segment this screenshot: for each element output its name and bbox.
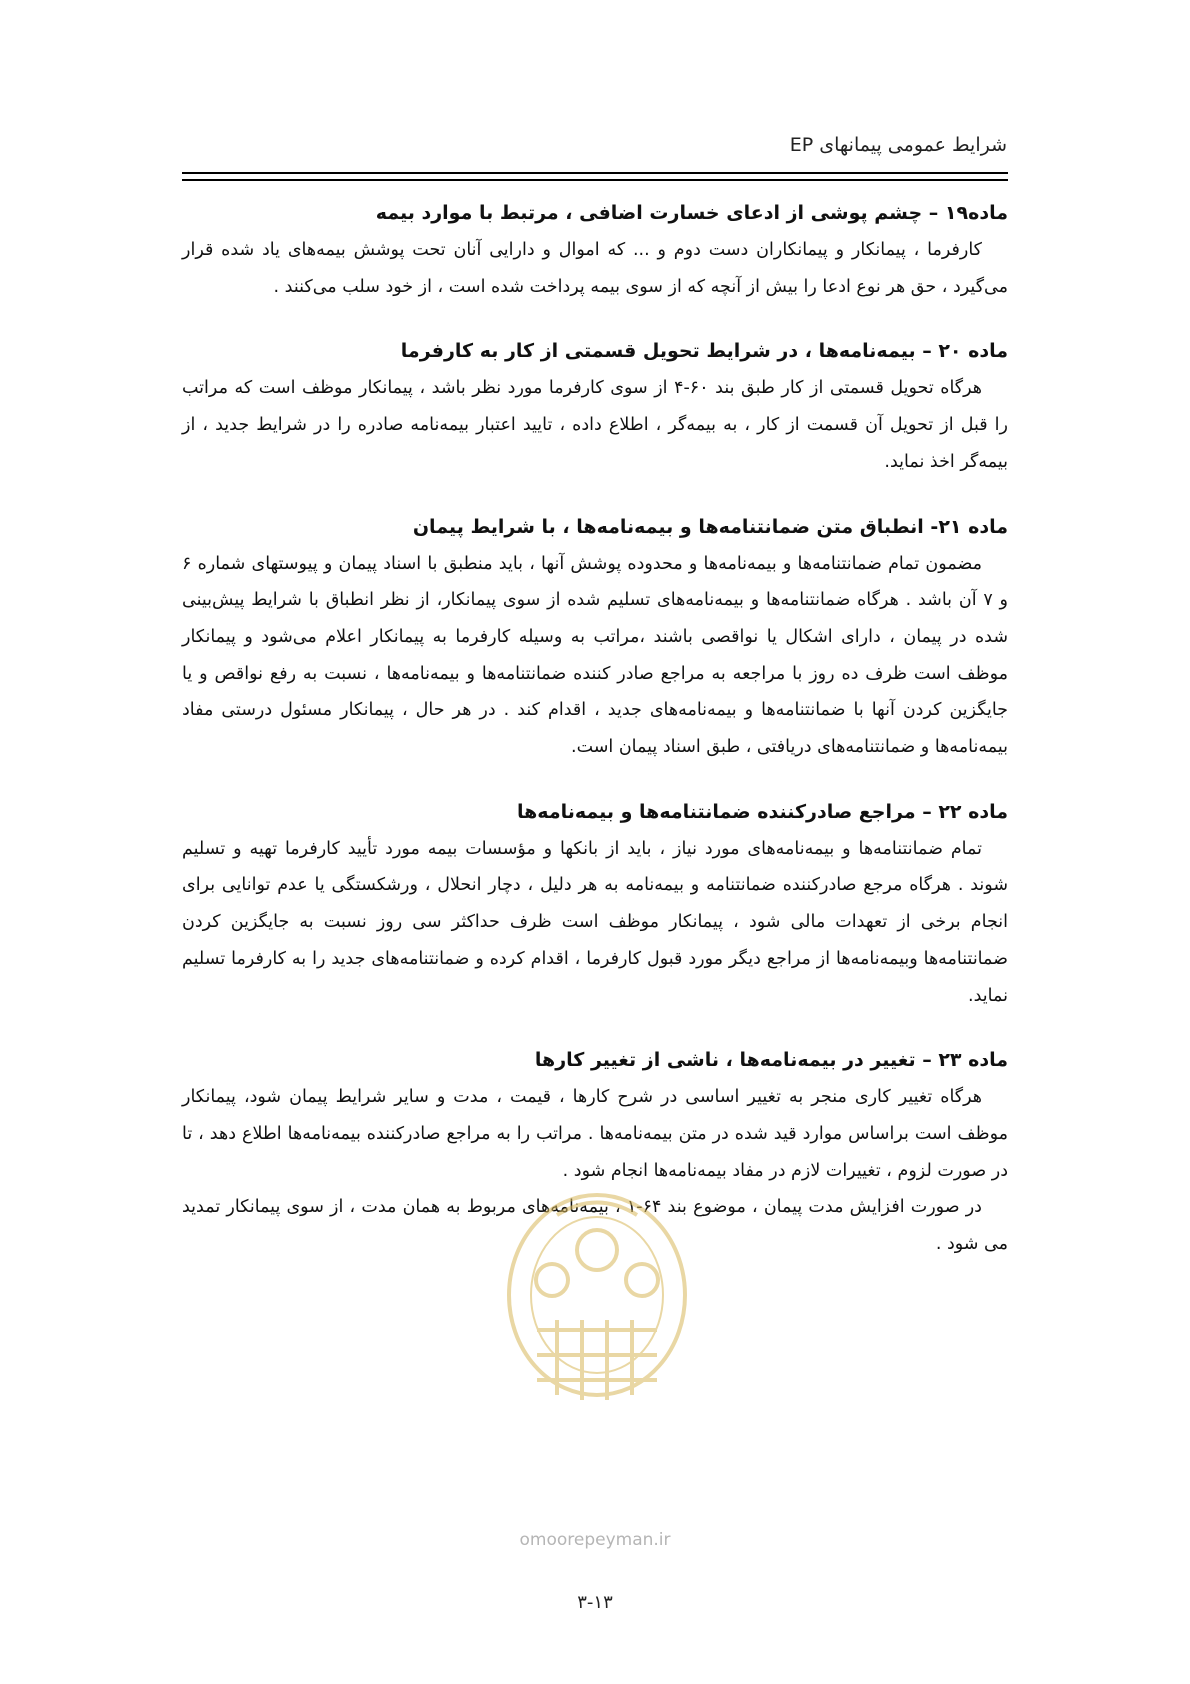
article-20 bbox=[182, 334, 1008, 480]
running-header: شرایط عمومی پیمانهای EP bbox=[789, 134, 1007, 156]
article-title: ماده ۲۳ – تغییر در بیمه‌نامه‌ها ، ناشی از تغییر کارها bbox=[534, 1049, 1008, 1072]
watermark-url: omoorepeyman.ir bbox=[519, 1530, 671, 1550]
article-paragraph: تمام ضمانتنامه‌ها و بیمه‌نامه‌های مورد نیاز ، باید از بانکها و مؤسسات بیمه مورد تأیید کارفرما تهیه و تسلیم شوند . هرگاه مرجع صادرکننده ضمانتنامه و بیمه‌نامه به هر دلیل ، دچار انحلال ، ورشکستگی یا عدم توانایی برای انجام برخی از تعهدات مالی شود ، پیمانکار موظف است ظرف حداکثر سی روز نسبت به جایگزین کردن ضمانتنامه‌ها وبیمه‌نامه‌ها از مراجع دیگر مورد قبول کارفرما ، اقدام کرده و ضمانتنامه‌های جدید را به کارفرما تسلیم نماید. bbox=[182, 838, 1008, 1006]
article-paragraph: کارفرما ، پیمانکار و پیمانکاران دست دوم و ... که اموال و دارایی آنان تحت پوشش بیمه‌های یاد شده قرار می‌گیرد ، حق هر نوع ادعا را بیش از آنچه که از سوی بیمه پرداخت شده است ، از خود سلب می‌کنند . bbox=[182, 240, 1008, 297]
article-paragraph: هرگاه تحویل قسمتی از کار طبق بند ۶۰-۴ از سوی کارفرما مورد نظر باشد ، پیمانکار موظف است که مراتب را قبل از تحویل آن قسمت از کار ، به بیمه‌گر ، اطلاع داده ، تایید اعتبار بیمه‌نامه صادره را در شرایط جدید ، از بیمه‌گر اخذ نماید. bbox=[182, 378, 1008, 472]
article-title: ماده۱۹ – چشم پوشی از ادعای خسارت اضافی ، مرتبط با موارد بیمه bbox=[375, 202, 1008, 224]
article-21 bbox=[182, 510, 1008, 766]
article-paragraph: مضمون تمام ضمانتنامه‌ها و بیمه‌نامه‌ها و محدوده پوشش آنها ، باید منطبق با اسناد پیمان و پیوستهای شماره ۶ و ۷ آن باشد . هرگاه ضمانتنامه‌ها و بیمه‌نامه‌های تسلیم شده از سوی پیمانکار، از نظر انطباق با شرایط پیش‌بینی شده در پیمان ، دارای اشکال یا نواقصی باشند ،مراتب به وسیله کارفرما به پیمانکار اعلام می‌شود و پیمانکار موظف است ظرف ده روز با مراجعه به مراجع صادر کننده ضمانتنامه‌ها و بیمه‌نامه‌ها ، نسبت به رفع نواقص و یا جایگزین کردن آنها با ضمانتنامه‌ها و بیمه‌نامه‌های جدید ، اقدام کند . در هر حال ، پیمانکار مسئول درستی مفاد بیمه‌نامه‌ها و ضمانتنامه‌های دریافتی ، طبق اسناد پیمان است. bbox=[182, 553, 1009, 758]
article-19 bbox=[182, 196, 1008, 305]
header-rule bbox=[182, 172, 1008, 174]
header-rule bbox=[182, 179, 1008, 181]
article-title: ماده ۲۰ – بیمه‌نامه‌ها ، در شرایط تحویل قسمتی از کار به کارفرما bbox=[400, 340, 1008, 363]
article-title: ماده ۲۱- انطباق متن ضمانتنامه‌ها و بیمه‌نامه‌ها ، با شرایط پیمان bbox=[412, 515, 1008, 538]
article-22 bbox=[182, 795, 1008, 1015]
article-paragraph: هرگاه تغییر کاری منجر به تغییر اساسی در شرح کارها ، قیمت ، مدت و سایر شرایط پیمان شود، پیمانکار موظف است براساس موارد قید شده در متن بیمه‌نامه‌ها . مراتب را به مراجع صادرکننده بیمه‌نامه‌ها اطلاع دهد ، تا در صورت لزوم ، تغییرات لازم در مفاد بیمه‌نامه‌ها انجام شود . bbox=[182, 1087, 1008, 1181]
article-title: ماده ۲۲ – مراجع صادرکننده ضمانتنامه‌ها و بیمه‌نامه‌ها bbox=[516, 800, 1008, 823]
article-paragraph: در صورت افزایش مدت پیمان ، موضوع بند ۶۴-۱ ، بیمه‌نامه‌های مربوط به همان مدت ، از سوی پیمانکار تمدید می شود . bbox=[182, 1197, 1008, 1255]
page-number: ۳-۱۳ bbox=[577, 1592, 613, 1613]
document-body bbox=[182, 196, 1008, 1292]
watermark-seal-icon bbox=[497, 1180, 697, 1430]
